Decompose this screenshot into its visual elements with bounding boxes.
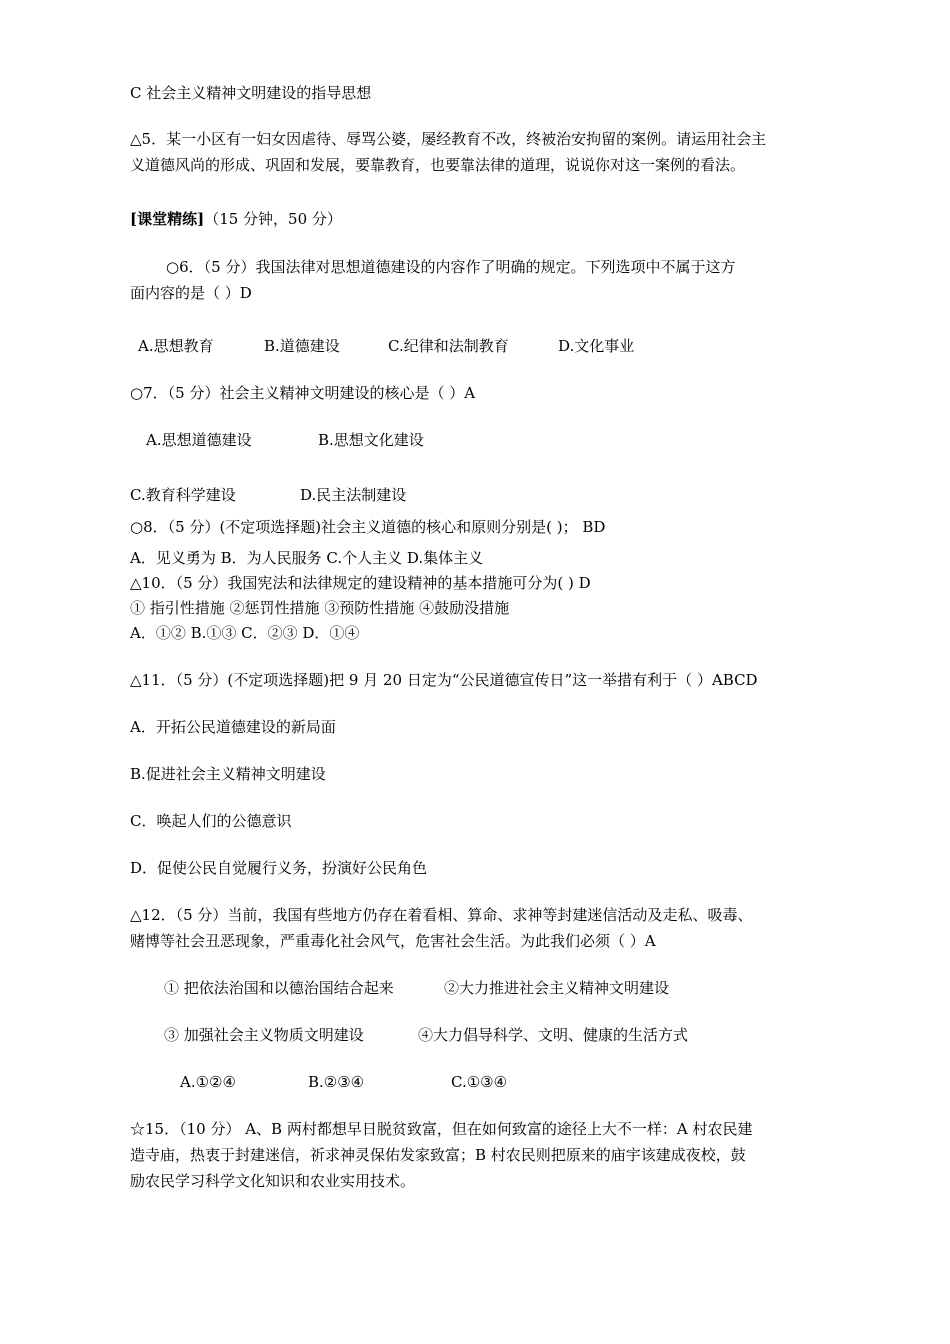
question-6-option-a: A.思想教育 bbox=[138, 337, 214, 355]
section-heading-title: [课堂精练] bbox=[130, 210, 205, 228]
section-heading bbox=[130, 208, 342, 230]
question-7-option-a: A.思想道德建设 bbox=[146, 431, 252, 449]
question-6-option-b: B.道德建设 bbox=[264, 337, 340, 355]
question-6-option-d: D.文化事业 bbox=[558, 337, 635, 355]
question-12-line-1: △12．（5 分）当前，我国有些地方仍存在着看相、算命、求神等封建迷信活动及走私、吸毒、 bbox=[130, 906, 753, 924]
question-12-option-c: C.①③④ bbox=[451, 1073, 508, 1091]
section-heading-note: （15 分钟，50 分） bbox=[204, 210, 342, 228]
question-7-option-b: B.思想文化建设 bbox=[318, 431, 424, 449]
question-10-items: ① 指引性措施 ②惩罚性措施 ③预防性措施 ④鼓励没措施 bbox=[130, 599, 510, 617]
question-12-option-a: A.①②④ bbox=[180, 1073, 236, 1091]
question-12-item-3: ③ 加强社会主义物质文明建设 bbox=[164, 1026, 364, 1044]
question-11-option-a: A．开拓公民道德建设的新局面 bbox=[130, 718, 336, 736]
question-5-line-1: △5．某一小区有一妇女因虐待、辱骂公婆，屡经教育不改，终被治安拘留的案例。请运用社会主 bbox=[130, 130, 767, 148]
question-11-line: △11．（5 分）(不定项选择题)把 9 月 20 日定为“公民道德宣传日”这一举措有利于（ ）ABCD bbox=[130, 671, 758, 689]
question-15-line-2: 造寺庙，热衷于封建迷信，祈求神灵保佑发家致富；B 村农民则把原来的庙宇该建成夜校，鼓 bbox=[130, 1146, 746, 1164]
question-7-option-c: C.教育科学建设 bbox=[130, 486, 236, 504]
question-10-line: △10．（5 分）我国宪法和法律规定的建设精神的基本措施可分为( ) D bbox=[130, 574, 591, 592]
question-8-line: ○8．（5 分）(不定项选择题)社会主义道德的核心和原则分别是( )； BD bbox=[130, 518, 606, 536]
question-11-option-d: D．促使公民自觉履行义务，扮演好公民角色 bbox=[130, 859, 428, 877]
question-15-line-3: 励农民学习科学文化知识和农业实用技术。 bbox=[130, 1172, 416, 1190]
question-7-option-d: D.民主法制建设 bbox=[300, 486, 407, 504]
question-15-line-1: ☆15．（10 分） A、B 两村都想早日脱贫致富，但在如何致富的途径上大不一样：A 村农民建 bbox=[130, 1120, 753, 1138]
question-7-line: ○7．（5 分）社会主义精神文明建设的核心是（ ）A bbox=[130, 384, 476, 402]
question-12-item-2: ②大力推进社会主义精神文明建设 bbox=[444, 979, 670, 997]
question-6-line-1: ○6．（5 分）我国法律对思想道德建设的内容作了明确的规定。下列选项中不属于这方 bbox=[166, 258, 736, 276]
question-11-option-b: B.促进社会主义精神文明建设 bbox=[130, 765, 326, 783]
question-6-line-2: 面内容的是（ ）D bbox=[130, 284, 252, 302]
question-12-option-b: B.②③④ bbox=[308, 1073, 365, 1091]
question-10-options: A．①② B.①③ C．②③ D．①④ bbox=[130, 624, 360, 642]
question-12-item-4: ④大力倡导科学、文明、健康的生活方式 bbox=[418, 1026, 689, 1044]
question-8-options: A．见义勇为 B．为人民服务 C.个人主义 D.集体主义 bbox=[130, 549, 484, 567]
question-12-item-1: ① 把依法治国和以德治国结合起来 bbox=[164, 979, 394, 997]
question-5-line-2: 义道德风尚的形成、巩固和发展，要靠教育，也要靠法律的道理，说说你对这一案例的看法。 bbox=[130, 156, 746, 174]
question-12-line-2: 赌博等社会丑恶现象，严重毒化社会风气，危害社会生活。为此我们必须（ ）A bbox=[130, 932, 656, 950]
question-11-option-c: C．唤起人们的公德意识 bbox=[130, 812, 292, 830]
text-line: C 社会主义精神文明建设的指导思想 bbox=[130, 84, 372, 102]
question-6-option-c: C.纪律和法制教育 bbox=[388, 337, 509, 355]
